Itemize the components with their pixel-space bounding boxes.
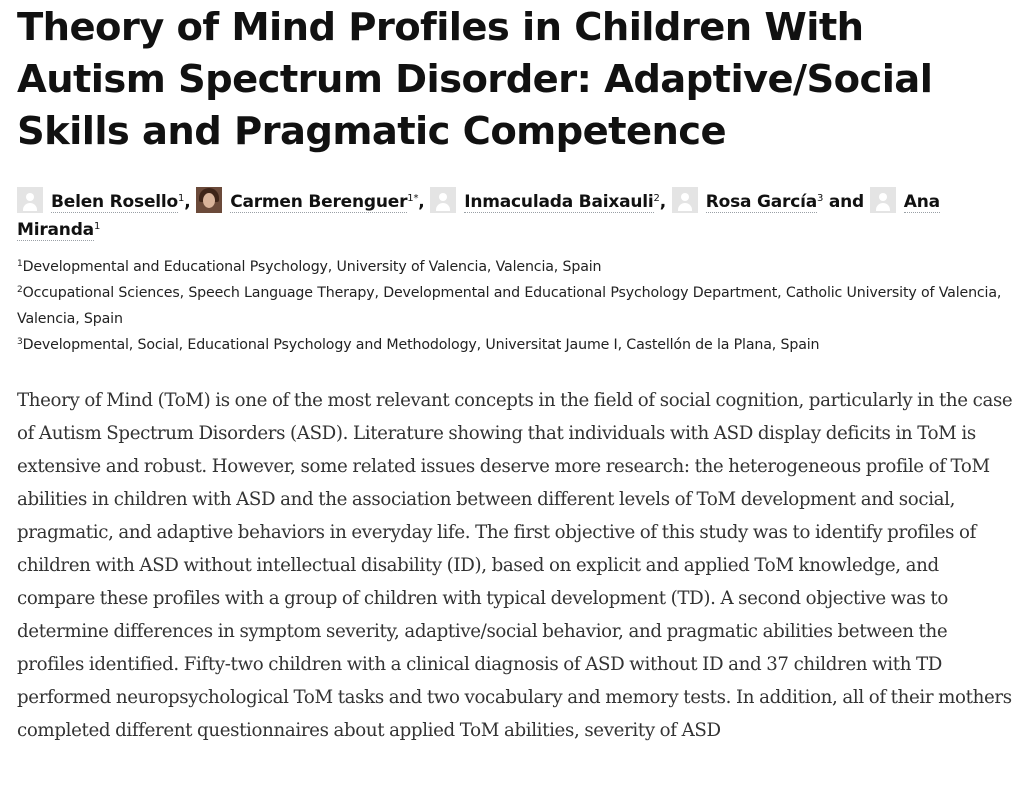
author-name[interactable]: Carmen Berenguer xyxy=(230,192,408,212)
affiliation-item xyxy=(17,332,1013,358)
author-name[interactable]: Inmaculada Baixauli xyxy=(464,192,654,212)
author-item[interactable] xyxy=(17,192,196,212)
affiliation-item xyxy=(17,254,1013,280)
article-title: Theory of Mind Profiles in Children With Autism Spectrum Disorder: Adaptive/Social Skills and Pragmatic Competence xyxy=(17,5,933,154)
affiliation-marker: 1* xyxy=(407,193,419,204)
affiliation-number: 1 xyxy=(17,259,23,269)
avatar-placeholder-icon xyxy=(430,187,456,213)
affiliation-text: Developmental and Educational Psychology, University of Valencia, Valencia, Spain xyxy=(22,259,602,275)
avatar-placeholder-icon xyxy=(17,187,43,213)
author-name[interactable]: Rosa García xyxy=(705,192,817,212)
author-separator: , xyxy=(659,192,672,212)
author-separator: and xyxy=(823,192,870,212)
affiliation-number: 3 xyxy=(17,337,23,347)
avatar-placeholder-icon xyxy=(672,187,698,213)
article-page xyxy=(17,0,1013,765)
affiliation-marker: 1 xyxy=(93,221,101,232)
affiliation-marker: 2 xyxy=(653,193,660,204)
author-item[interactable] xyxy=(672,192,870,212)
abstract-text: Theory of Mind (ToM) is one of the most relevant concepts in the field of social cognition, particularly in the case of Autism Spectrum Disorders (ASD). Literature showing that individuals with ASD display deficits in ToM is extensive and robust. However, some related issues deserve more research: the heterogeneous profile of ToM abilities in children with ASD and the association between different levels of ToM development and social, pragmatic, and adaptive behaviors in everyday life. The first objective of this study was to identify profiles of children with ASD without intellectual disability (ID), based on explicit and applied ToM knowledge, and compare these profiles with a group of children with typical development (TD). A second objective was to determine differences in symptom severity, adaptive/social behavior, and pragmatic abilities between the profiles identified. Fifty-two children with a clinical diagnosis of ASD without ID and 37 children with TD performed neuropsychological ToM tasks and two vocabulary and memory tests. In addition, all of their mothers completed different questionnaires about applied ToM abilities, severity of ASD xyxy=(17,390,1013,741)
affiliation-list xyxy=(17,254,1013,358)
affiliation-marker: 1 xyxy=(178,193,185,204)
author-item[interactable] xyxy=(196,192,430,212)
author-name[interactable]: Ana Miranda xyxy=(17,192,940,240)
affiliation-item xyxy=(17,280,1013,332)
affiliation-marker: 3 xyxy=(816,193,824,204)
author-list xyxy=(17,187,1013,244)
author-separator: , xyxy=(418,192,431,212)
author-item[interactable] xyxy=(430,192,671,212)
author-photo-avatar xyxy=(196,187,222,213)
author-separator: , xyxy=(184,192,197,212)
affiliation-text: Developmental, Social, Educational Psychology and Methodology, Universitat Jaume I, Castellón de la Plana, Spain xyxy=(22,337,820,353)
avatar-placeholder-icon xyxy=(870,187,896,213)
author-name[interactable]: Belen Rosello xyxy=(51,192,179,212)
affiliation-text: Occupational Sciences, Speech Language Therapy, Developmental and Educational Psychology Department, Catholic University of Valencia, Valencia, Spain xyxy=(17,285,1002,327)
affiliation-number: 2 xyxy=(17,285,23,295)
